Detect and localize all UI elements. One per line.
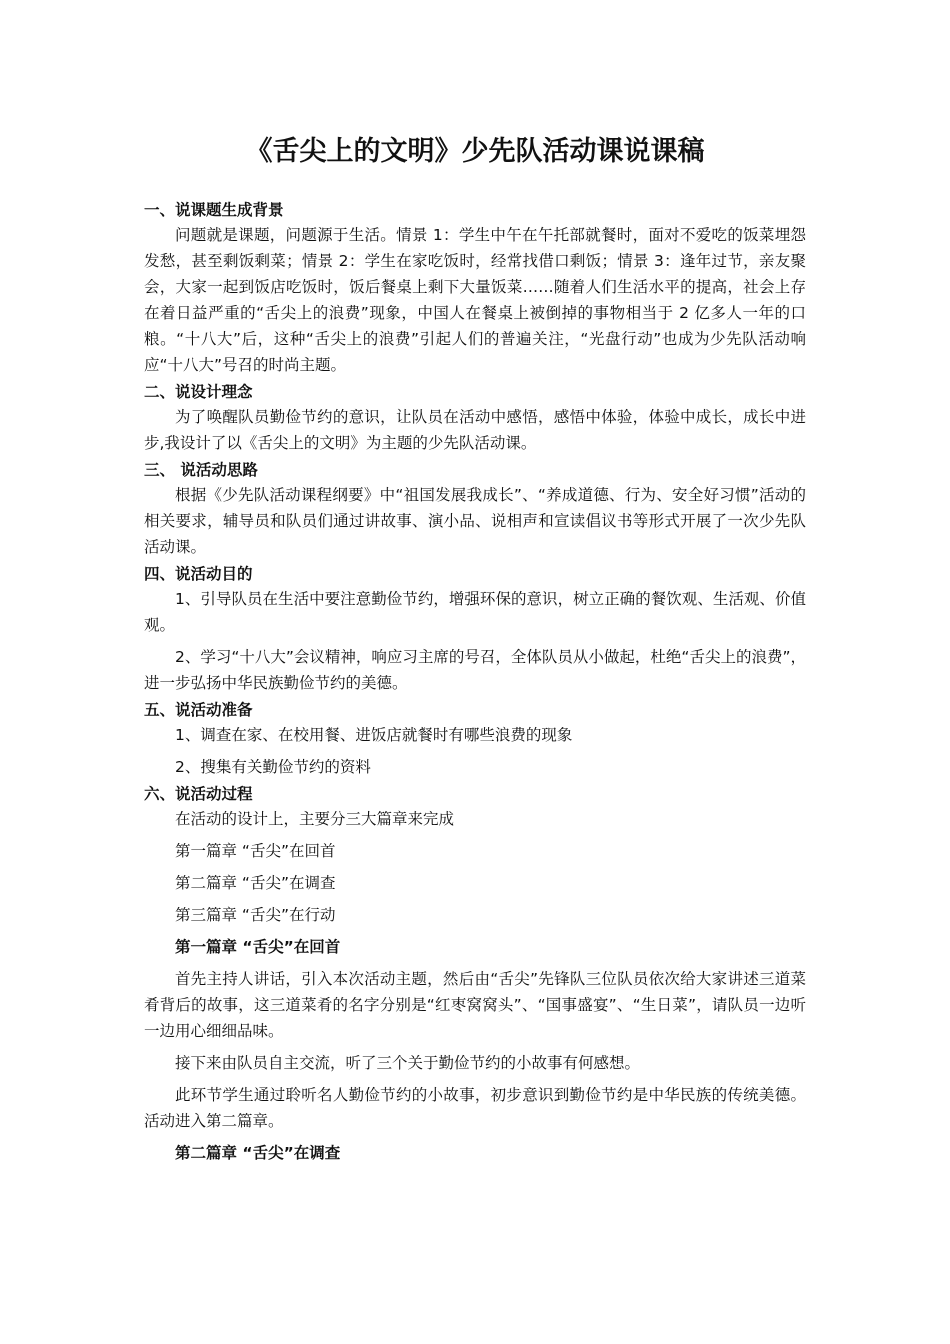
paragraph-chapter-list-3: 第三篇章 “舌尖”在行动 bbox=[175, 906, 336, 924]
paragraph-activity-approach: 根据《少先队活动课程纲要》中“祖国发展我成长”、“养成道德、行为、安全好习惯”活动的相关要求，辅导员和队员们通过讲故事、演小品、说相声和宣读倡议书等形式开展了一次少先队活动课。 bbox=[144, 486, 806, 556]
paragraph-process-intro: 在活动的设计上，主要分三大篇章来完成 bbox=[175, 810, 455, 828]
paragraph-goal-1: 1、引导队员在生活中要注意勤俭节约，增强环保的意识，树立正确的餐饮观、生活观、价值观。 bbox=[144, 590, 806, 634]
paragraph-chapter-1-stories: 首先主持人讲话，引入本次活动主题，然后由“舌尖”先锋队三位队员依次给大家讲述三道菜肴背后的故事，这三道菜肴的名字分别是“红枣窝窝头”、“国事盛宴”、“生日菜”，请队员一边听一边用心细细品味。 bbox=[144, 970, 806, 1040]
section-heading-activity-preparation: 五、说活动准备 bbox=[144, 701, 253, 719]
paragraph-background: 问题就是课题，问题源于生活。情景 1：学生中午在午托部就餐时，面对不爱吃的饭菜埋怨发愁，甚至剩饭剩菜；情景 2：学生在家吃饭时，经常找借口剩饭；情景 3：逢年过节，亲友聚会，大家一起到饭店吃饭时，饭后餐桌上剩下大量饭菜……随着人们生活水平的提高，社会上存在着日益严重的“舌尖上的浪费”现象，中国人在餐桌上被倒掉的事物相当于 2 亿多人一年的口粮。“十八大”后，这种“舌尖上的浪费”引起人们的普遍关注，“光盘行动”也成为少先队活动响应“十八大”号召的时尚主题。 bbox=[144, 226, 806, 374]
paragraph-design-concept: 为了唤醒队员勤俭节约的意识，让队员在活动中感悟，感悟中体验，体验中成长，成长中进步,我设计了以《舌尖上的文明》为主题的少先队活动课。 bbox=[144, 408, 806, 452]
section-heading-activity-goals: 四、说活动目的 bbox=[144, 565, 253, 583]
chapter-1-heading: 第一篇章 “舌尖”在回首 bbox=[175, 938, 341, 956]
paragraph-chapter-list-2: 第二篇章 “舌尖”在调查 bbox=[175, 874, 336, 892]
paragraph-preparation-2: 2、搜集有关勤俭节约的资料 bbox=[175, 758, 371, 776]
paragraph-chapter-1-summary: 此环节学生通过聆听名人勤俭节约的小故事，初步意识到勤俭节约是中华民族的传统美德。活动进入第二篇章。 bbox=[144, 1086, 806, 1130]
paragraph-chapter-list-1: 第一篇章 “舌尖”在回首 bbox=[175, 842, 336, 860]
page-title: 《舌尖上的文明》少先队活动课说课稿 bbox=[245, 136, 705, 167]
section-heading-background: 一、说课题生成背景 bbox=[144, 201, 284, 219]
paragraph-chapter-1-exchange: 接下来由队员自主交流，听了三个关于勤俭节约的小故事有何感想。 bbox=[175, 1054, 641, 1072]
chapter-2-heading: 第二篇章 “舌尖”在调查 bbox=[175, 1144, 341, 1162]
section-heading-activity-approach: 三、 说活动思路 bbox=[144, 461, 258, 479]
paragraph-goal-2: 2、学习“十八大”会议精神，响应习主席的号召，全体队员从小做起，杜绝“舌尖上的浪费”，进一步弘扬中华民族勤俭节约的美德。 bbox=[144, 648, 806, 692]
section-heading-design-concept: 二、说设计理念 bbox=[144, 383, 253, 401]
section-heading-activity-process: 六、说活动过程 bbox=[144, 785, 253, 803]
paragraph-preparation-1: 1、调查在家、在校用餐、进饭店就餐时有哪些浪费的现象 bbox=[175, 726, 573, 744]
